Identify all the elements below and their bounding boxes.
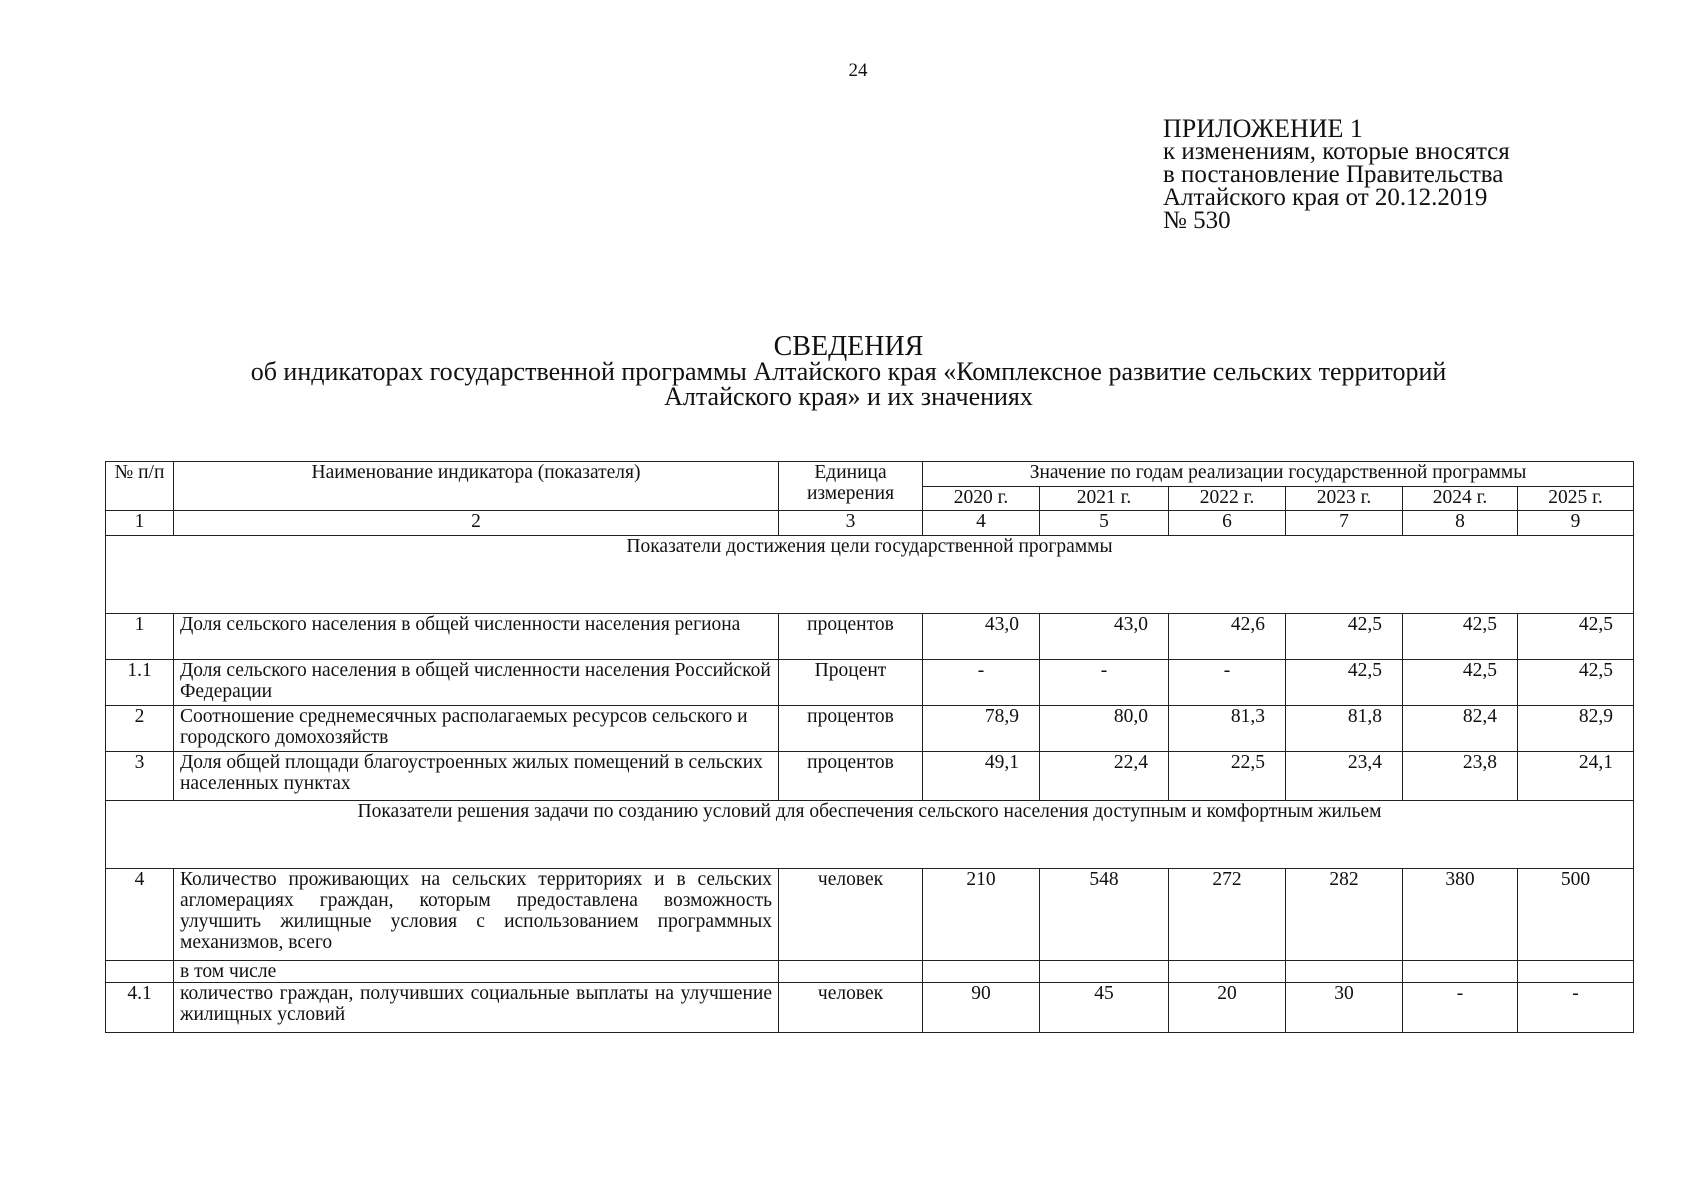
row-value: - — [1518, 983, 1634, 1033]
table-row — [106, 614, 1634, 660]
title-line: Алтайского края» и их значениях — [664, 382, 1033, 411]
column-number: 8 — [1403, 511, 1518, 536]
row-value: 23,8 — [1403, 752, 1518, 801]
table-row — [106, 660, 1634, 706]
row-unit: человек — [779, 983, 923, 1033]
row-value: 42,5 — [1286, 660, 1403, 706]
row-value — [1403, 961, 1518, 983]
row-value: - — [923, 660, 1040, 706]
header-year: 2021 г. — [1040, 487, 1169, 511]
column-number: 5 — [1040, 511, 1169, 536]
row-name: Количество проживающих на сельских территориях и в сельских агломерациях граждан, которым предоставлена возможность улучшить жилищные условия с использованием программных механизмов, всего — [174, 869, 779, 961]
row-value — [923, 961, 1040, 983]
row-value: 500 — [1518, 869, 1634, 961]
row-value: 81,8 — [1286, 706, 1403, 752]
document-title — [100, 331, 1597, 411]
row-value: - — [1403, 983, 1518, 1033]
appendix-line: № 530 — [1163, 207, 1231, 234]
row-unit: процентов — [779, 706, 923, 752]
column-numbers-row — [106, 511, 1634, 536]
row-name: количество граждан, получивших социальные выплаты на улучшение жилищных условий — [174, 983, 779, 1033]
row-value — [1518, 961, 1634, 983]
row-value: 80,0 — [1040, 706, 1169, 752]
row-value: 22,4 — [1040, 752, 1169, 801]
row-value: 210 — [923, 869, 1040, 961]
row-num: 4 — [106, 869, 174, 961]
indicators-table — [105, 461, 1634, 1033]
page-number: 24 — [848, 60, 868, 81]
row-unit: процентов — [779, 752, 923, 801]
row-value: 81,3 — [1169, 706, 1286, 752]
row-value: 45 — [1040, 983, 1169, 1033]
header-year: 2023 г. — [1286, 487, 1403, 511]
row-value — [1286, 961, 1403, 983]
row-num: 3 — [106, 752, 174, 801]
header-year: 2024 г. — [1403, 487, 1518, 511]
column-number: 4 — [923, 511, 1040, 536]
row-value — [1169, 961, 1286, 983]
title-line: об индикаторах государственной программы Алтайского края «Комплексное развитие сельских территорий — [250, 357, 1447, 386]
row-name: Доля общей площади благоустроенных жилых помещений в сельских населенных пунктах — [174, 752, 779, 801]
appendix-heading: ПРИЛОЖЕНИЕ 1 — [1163, 114, 1363, 143]
table-row — [106, 706, 1634, 752]
header-num: № п/п — [106, 462, 174, 511]
section-row — [106, 536, 1634, 614]
table-row — [106, 983, 1634, 1033]
title-main: СВЕДЕНИЯ — [773, 331, 924, 362]
row-value: 42,5 — [1286, 614, 1403, 660]
column-number: 3 — [779, 511, 923, 536]
header-year: 2025 г. — [1518, 487, 1634, 511]
table-row — [106, 961, 1634, 983]
row-value: 49,1 — [923, 752, 1040, 801]
row-value: 42,5 — [1403, 660, 1518, 706]
appendix-line: Алтайского края от 20.12.2019 — [1163, 184, 1488, 211]
appendix-block — [1163, 114, 1510, 234]
section-title: Показатели достижения цели государственной программы — [106, 536, 1634, 614]
row-value: 78,9 — [923, 706, 1040, 752]
row-value: 82,9 — [1518, 706, 1634, 752]
row-value: 22,5 — [1169, 752, 1286, 801]
row-value — [1040, 961, 1169, 983]
row-unit: процентов — [779, 614, 923, 660]
column-number: 9 — [1518, 511, 1634, 536]
section-title: Показатели решения задачи по созданию условий для обеспечения сельского населения доступным и комфортным жильем — [106, 801, 1634, 869]
row-value: 42,6 — [1169, 614, 1286, 660]
appendix-line: в постановление Правительства — [1163, 161, 1504, 188]
column-number: 6 — [1169, 511, 1286, 536]
table-row — [106, 752, 1634, 801]
row-value: 380 — [1403, 869, 1518, 961]
row-value: 42,5 — [1518, 660, 1634, 706]
row-name: в том числе — [174, 961, 779, 983]
row-value: 282 — [1286, 869, 1403, 961]
row-value: 82,4 — [1403, 706, 1518, 752]
row-value: 43,0 — [923, 614, 1040, 660]
row-name: Доля сельского населения в общей численности населения региона — [174, 614, 779, 660]
row-num: 1 — [106, 614, 174, 660]
header-name: Наименование индикатора (показателя) — [174, 462, 779, 511]
row-value: 548 — [1040, 869, 1169, 961]
row-value: - — [1169, 660, 1286, 706]
column-number: 2 — [174, 511, 779, 536]
header-year: 2020 г. — [923, 487, 1040, 511]
row-value: 24,1 — [1518, 752, 1634, 801]
section-row — [106, 801, 1634, 869]
row-value: 42,5 — [1403, 614, 1518, 660]
row-value: 23,4 — [1286, 752, 1403, 801]
row-value: 272 — [1169, 869, 1286, 961]
column-number: 7 — [1286, 511, 1403, 536]
appendix-line: к изменениям, которые вносятся — [1163, 138, 1510, 165]
row-value: 30 — [1286, 983, 1403, 1033]
row-unit: человек — [779, 869, 923, 961]
row-unit: Процент — [779, 660, 923, 706]
row-value: - — [1040, 660, 1169, 706]
row-value: 90 — [923, 983, 1040, 1033]
row-num — [106, 961, 174, 983]
row-num: 4.1 — [106, 983, 174, 1033]
header-unit: Единица измерения — [779, 462, 923, 511]
header-row — [106, 462, 1634, 487]
row-num: 2 — [106, 706, 174, 752]
row-name: Доля сельского населения в общей численности населения Российской Федерации — [174, 660, 779, 706]
row-name: Соотношение среднемесячных располагаемых ресурсов сельского и городского домохозяйств — [174, 706, 779, 752]
column-number: 1 — [106, 511, 174, 536]
row-num: 1.1 — [106, 660, 174, 706]
row-value: 42,5 — [1518, 614, 1634, 660]
header-values-group: Значение по годам реализации государственной программы — [923, 462, 1634, 487]
table-row — [106, 869, 1634, 961]
row-value: 20 — [1169, 983, 1286, 1033]
row-unit — [779, 961, 923, 983]
header-year: 2022 г. — [1169, 487, 1286, 511]
row-value: 43,0 — [1040, 614, 1169, 660]
